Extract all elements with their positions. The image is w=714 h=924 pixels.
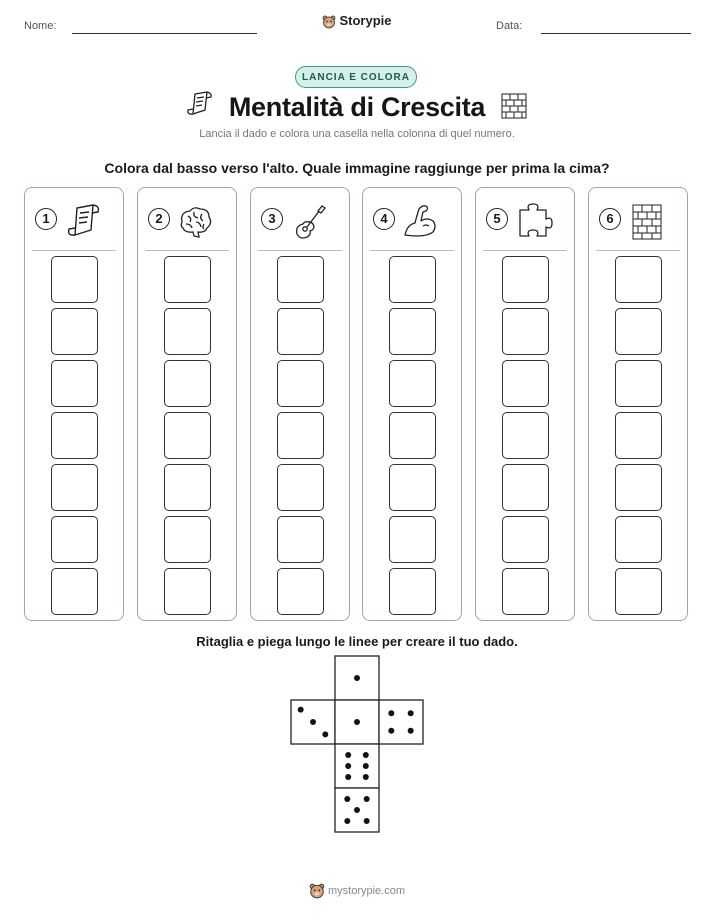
die-pip [298,707,304,713]
subtitle: Lancia il dado e colora una casella nella colonna di quel numero. [199,128,515,140]
footer-url: mystorypie.com [327,884,406,897]
die-pip [363,752,369,758]
die-instruction: Ritaglia e piega lungo le linee per creare il tuo dado. [196,634,518,649]
activity-badge: LANCIA E COLORA [295,66,417,88]
footer [0,883,714,899]
die-pip [345,752,351,758]
column-number: 2 [148,208,170,230]
name-label: Nome: [24,20,57,32]
die-pip [354,719,360,725]
die-pip [363,774,369,780]
column-number: 4 [373,208,395,230]
die-pip [322,731,328,737]
die-pip [354,807,360,813]
die-face-6 [335,744,379,788]
die-pip [408,710,414,716]
die-pip [345,774,351,780]
brand-name: Storypie [339,13,392,28]
die-face-4 [379,700,423,744]
die-pip [344,796,350,802]
die-pip [364,796,370,802]
die-pip [344,818,350,824]
die-pip [354,675,360,681]
die-pip [345,763,351,769]
column-number: 5 [486,208,508,230]
column-number: 6 [599,208,621,230]
die-pip [364,818,370,824]
die-pip [388,728,394,734]
date-label: Data: [496,20,523,32]
instruction: Colora dal basso verso l'alto. Quale immagine raggiunge per prima la cima? [104,160,610,176]
storypie-bear-icon [309,883,325,899]
column-number: 3 [261,208,283,230]
die-pip [363,763,369,769]
die-pip [388,710,394,716]
die-pip [310,719,316,725]
column-number: 1 [35,208,57,230]
page-title: Mentalità di Crescita [228,92,486,122]
die-pip [408,728,414,734]
